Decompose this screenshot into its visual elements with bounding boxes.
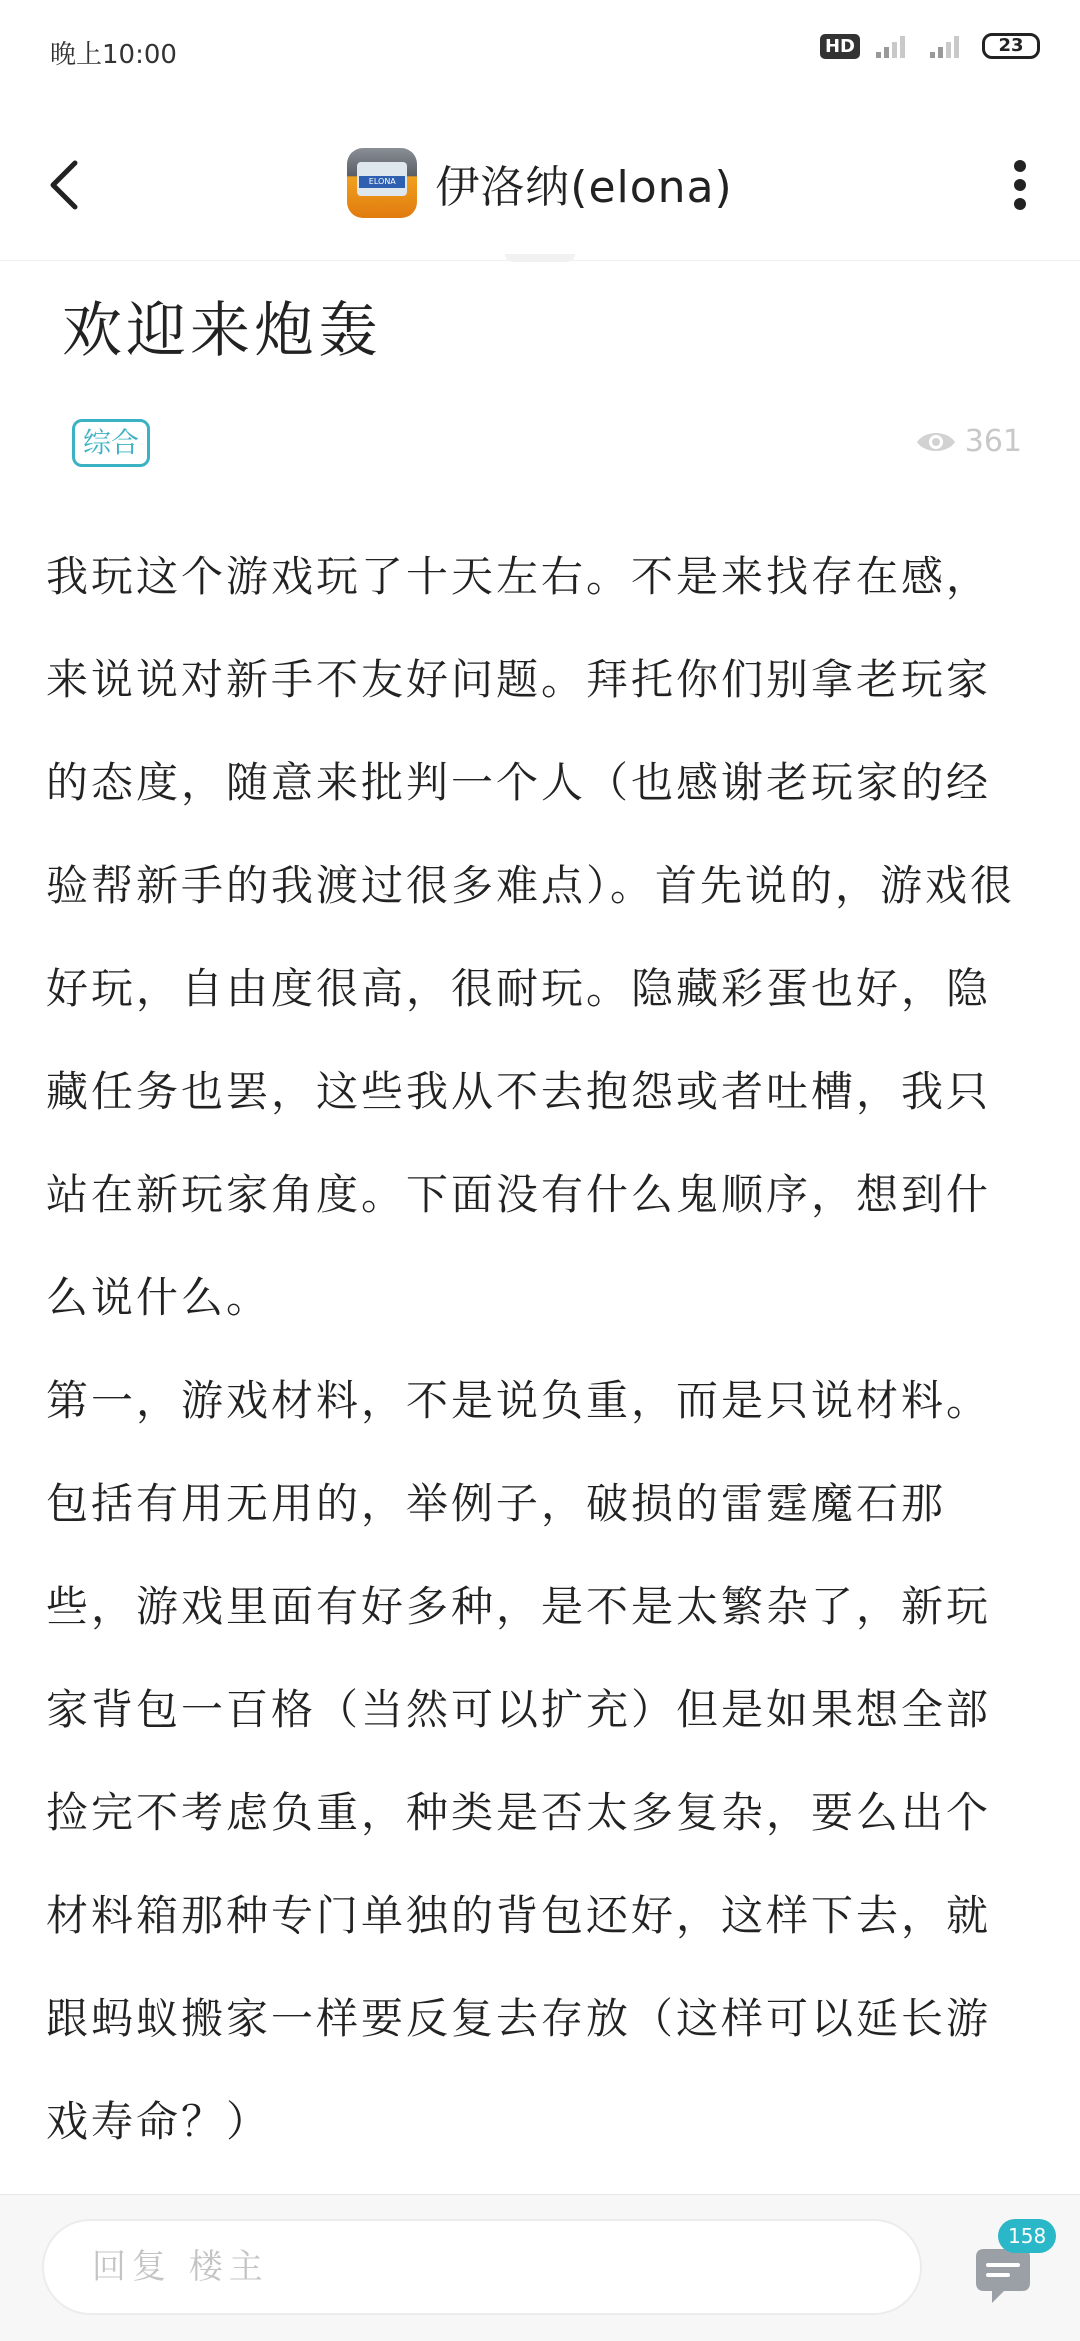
page-title: 伊洛纳(elona) bbox=[435, 162, 733, 213]
more-button[interactable] bbox=[990, 145, 1050, 225]
more-vertical-icon bbox=[1012, 157, 1028, 213]
battery-icon: 23 bbox=[982, 33, 1040, 59]
reply-bar bbox=[0, 2194, 1080, 2341]
signal-icon bbox=[874, 32, 914, 60]
status-bar bbox=[0, 0, 1080, 105]
comment-icon[interactable] bbox=[968, 2243, 1038, 2313]
post-title: 欢迎来炮轰 bbox=[62, 296, 382, 366]
post-content bbox=[46, 525, 1026, 2173]
pull-handle bbox=[505, 254, 575, 262]
signal-icon-2 bbox=[928, 32, 968, 60]
view-count bbox=[915, 424, 1022, 459]
view-count-value: 361 bbox=[964, 424, 1022, 459]
app-bar bbox=[0, 105, 1080, 261]
comment-count-badge: 158 bbox=[998, 2219, 1056, 2253]
game-logo[interactable]: ELONA bbox=[347, 148, 417, 218]
hd-icon: HD bbox=[820, 34, 860, 59]
eye-icon bbox=[915, 428, 957, 456]
post-paragraph: 我玩这个游戏玩了十天左右。不是来找存在感，来说说对新手不友好问题。拜托你们别拿老玩家的态度，随意来批判一个人（也感谢老玩家的经验帮新手的我渡过很多难点）。首先说的，游戏很好玩，自由度很高，很耐玩。隐藏彩蛋也好，隐藏任务也罢，这些我从不去抱怨或者吐槽，我只站在新玩家角度。下面没有什么鬼顺序，想到什么说什么。 bbox=[46, 552, 1016, 1322]
header-title-group bbox=[0, 143, 1080, 223]
status-time: 晚上10:00 bbox=[50, 40, 177, 70]
category-tag[interactable]: 综合 bbox=[72, 419, 150, 467]
reply-input[interactable]: 回复 楼主 bbox=[42, 2219, 922, 2315]
post-paragraph: 第一，游戏材料，不是说负重，而是只说材料。包括有用无用的，举例子，破损的雷霆魔石那些，游戏里面有好多种，是不是太繁杂了，新玩家背包一百格（当然可以扩充）但是如果想全部捡完不考虑负重，种类是否太多复杂，要么出个材料箱那种专门单独的背包还好，这样下去，就跟蚂蚁搬家一样要反复去存放（这样可以延长游戏寿命？） bbox=[46, 1376, 992, 2146]
status-icons bbox=[820, 32, 1040, 60]
